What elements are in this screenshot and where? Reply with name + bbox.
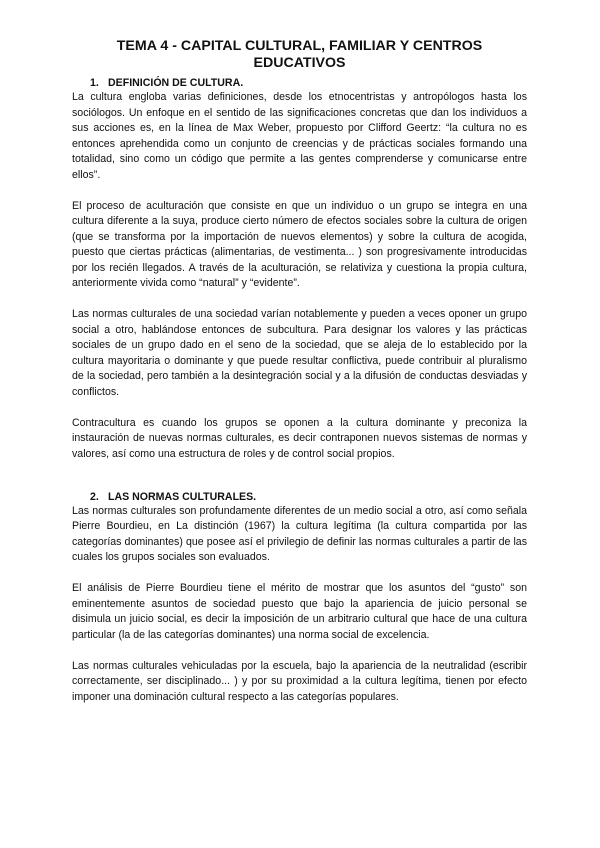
document-page xyxy=(72,38,527,721)
section-2-heading-text: LAS NORMAS CULTURALES. xyxy=(108,490,257,503)
section-1-heading-text: DEFINICIÓN DE CULTURA. xyxy=(108,77,244,89)
section-1-paragraph-1: La cultura engloba varias definiciones, desde los etnocentristas y antropólogos hasta los sociólogos. Un enfoque en el sentido de las significaciones concretas que dan los individuos a sus acciones es, en la línea de Max Weber, propuesto por Clifford Geertz: “la cultura no es entonces aprehendida como un conjunto de creencias y de prácticas sociales formando una totalidad, sino como un código que permite a las gentes comprenderse y comunicarse entre ellos”. xyxy=(72,91,527,181)
section-2-paragraph-2: El análisis de Pierre Bourdieu tiene el mérito de mostrar que los asuntos del “gusto” son eminentemente asuntos de sociedad puesto que bajo la apariencia de juicio personal se disimula un juicio social, es decir la imposición de un arbitrario cultural que hace de una cultura particular (la de las categorías dominantes) una norma social de excelencia. xyxy=(72,582,527,641)
section-2-heading xyxy=(72,490,527,504)
section-1-paragraph-3: Las normas culturales de una sociedad varían notablemente y pueden a veces oponer un grupo social a otro, hablándose entonces de subcultura. Para designar los valores y las prácticas sociales de un grupo dado en el seno de la sociedad, que se aleja de lo establecido por la cultura mayoritaria o dominante y que puede resultar conflictiva, puede contribuir al pluralismo de la sociedad, pero también a la desintegración social y a la difusión de conductas desviadas y conflictos. xyxy=(72,308,527,398)
section-1-paragraph-2: El proceso de aculturación que consiste en que un individuo o un grupo se integra en una cultura diferente a la suya, produce cierto número de efectos sociales sobre la cultura de origen (que se transforma por la importación de nuevos elementos) y sobre la cultura de acogida, puesto que ciertas prácticas (alimentarias, de vestimenta... ) son progresivamente introducidas por los recién llegados. A través de la aculturación, se relativiza y cuestiona la propia cultura, anteriormente vivida como “natural” y “evidente”. xyxy=(72,199,527,289)
section-1-number: 1. xyxy=(90,77,99,89)
section-2-number: 2. xyxy=(90,490,99,503)
section-2 xyxy=(72,490,527,706)
document-title: TEMA 4 - CAPITAL CULTURAL, FAMILIAR Y CENTROS EDUCATIVOS xyxy=(116,38,483,71)
section-1-paragraph-4: Contracultura es cuando los grupos se oponen a la cultura dominante y preconiza la instauración de nuevas normas culturales, es decir contraponen nuevos sistemas de normas y valores, así como una estructura de roles y de control social propios. xyxy=(72,416,527,460)
section-2-paragraph-3: Las normas culturales vehiculadas por la escuela, bajo la apariencia de la neutralidad (escribir correctamente, ser disciplinado... ) y por su proximidad a la cultura legítima, tienen por efecto imponer una dominación cultural respecto a las categorías populares. xyxy=(72,659,527,703)
section-1-heading xyxy=(72,76,527,90)
section-1 xyxy=(72,76,527,462)
section-spacer xyxy=(72,478,527,490)
section-2-paragraph-1: Las normas culturales son profundamente diferentes de un medio social a otro, así como señala Pierre Bourdieu, en La distinción (1967) la cultura legítima (la cultura compartida por las categorías dominantes) que posee así el privilegio de definir las normas culturales a partir de las cuales los grupos sociales son evaluados. xyxy=(72,504,527,563)
